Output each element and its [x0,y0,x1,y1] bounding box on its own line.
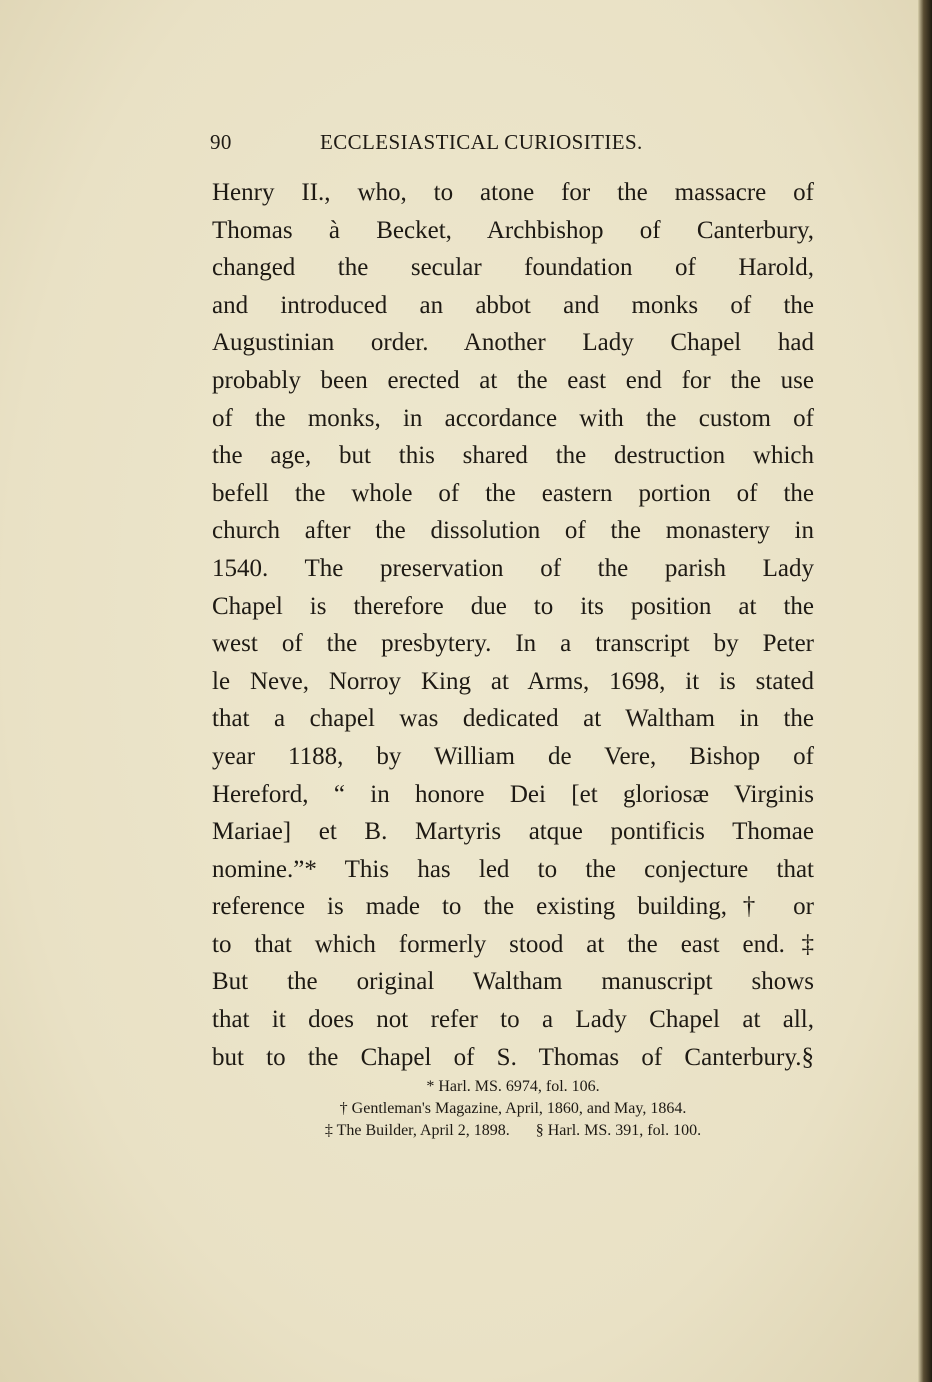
text-line: probably been erected at the east end for the use [212,366,814,394]
text-line: of the monks, in accordance with the custom of [212,404,814,432]
footnote: ‡ The Builder, April 2, 1898. [324,1122,510,1139]
text-line: But the original Waltham manuscript shows [212,968,814,996]
text-line: to that which formerly stood at the east end.‡ [212,930,814,958]
footnote: * Harl. MS. 6974, fol. 106. [426,1078,600,1095]
text-line: Chapel is therefore due to its position at the [212,592,814,620]
text-line: le Neve, Norroy King at Arms, 1698, it is stated [212,667,814,695]
footnotes [212,1076,814,1142]
text-line: church after the dissolution of the monastery in [212,517,814,545]
text-line: 1540. The preservation of the parish Lady [212,554,814,582]
text-line: nomine.”* This has led to the conjecture that [212,855,814,883]
footnote: § Harl. MS. 391, fol. 100. [535,1122,702,1139]
text-line: Augustinian order. Another Lady Chapel had [212,329,814,357]
text-line: Mariae] et B. Martyris atque pontificis Thomae [212,818,814,846]
page-number: 90 [210,130,232,154]
footnote-pair [212,1120,814,1142]
body-text [212,174,814,1076]
page-edge-shadow [918,0,932,1382]
text-line: Hereford, “ in honore Dei [et gloriosæ Virginis [212,780,814,808]
running-title: ECCLESIASTICAL CURIOSITIES. [320,130,643,154]
text-line: that a chapel was dedicated at Waltham in the [212,705,814,733]
text-line: and introduced an abbot and monks of the [212,291,814,319]
text-line: that it does not refer to a Lady Chapel at all, [212,1006,814,1034]
text-line: year 1188, by William de Vere, Bishop of [212,742,814,770]
page-header [210,130,810,162]
text-line: Henry II., who, to atone for the massacre of [212,179,814,206]
text-line: west of the presbytery. In a transcript by Peter [212,630,814,658]
text-line: the age, but this shared the destruction which [212,442,814,470]
text-line: changed the secular foundation of Harold, [212,254,814,282]
text-line: but to the Chapel of S. Thomas of Canterbury.§ [212,1043,814,1071]
footnote: † Gentleman's Magazine, April, 1860, and May, 1864. [339,1100,687,1117]
text-line: Thomas à Becket, Archbishop of Canterbury, [212,216,814,244]
text-line: reference is made to the existing building,† or [212,893,814,921]
text-line: befell the whole of the eastern portion of the [212,479,814,507]
